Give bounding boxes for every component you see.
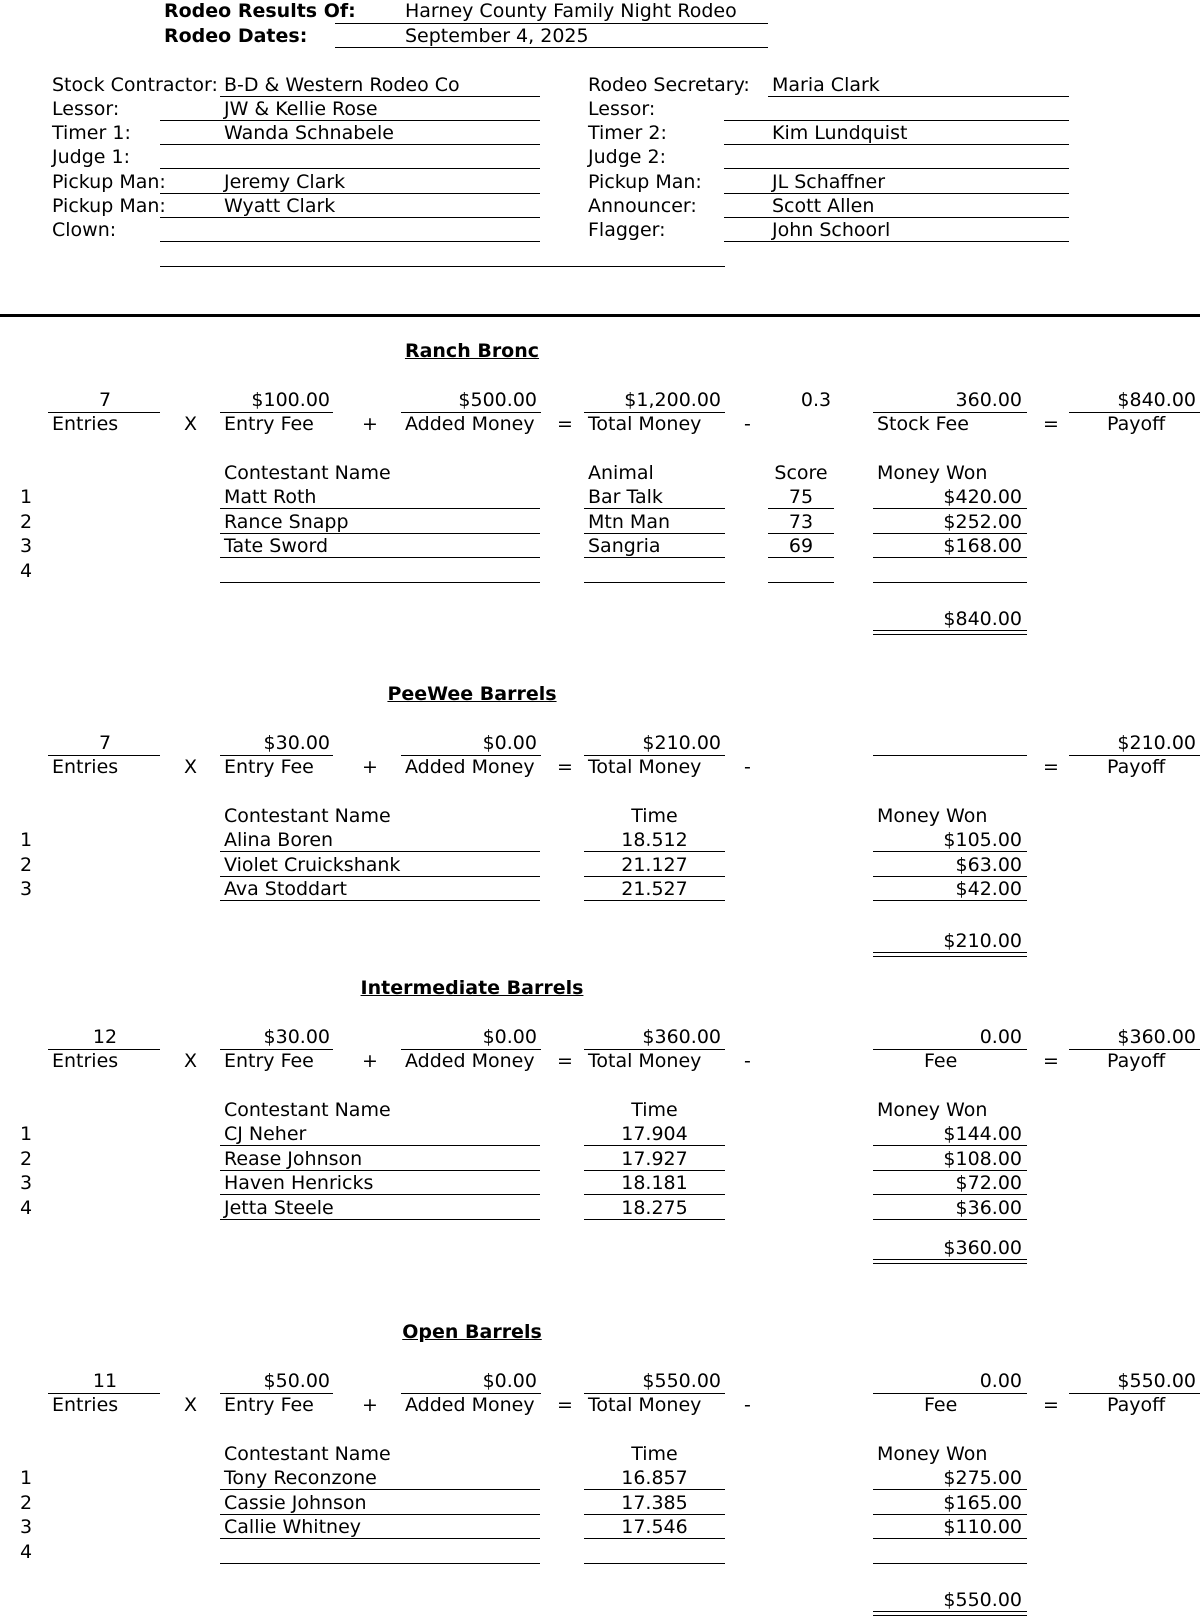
row-underline <box>220 1563 540 1564</box>
equals-sign: = <box>557 756 573 778</box>
results-value: Harney County Family Night Rodeo <box>405 0 737 22</box>
secretary-label: Rodeo Secretary: <box>588 74 750 96</box>
score-value: 75 <box>788 486 814 508</box>
equals-sign: = <box>1043 1050 1059 1072</box>
times-sign: X <box>184 413 198 435</box>
extra-underline <box>160 266 725 267</box>
animal-header: Animal <box>588 462 654 484</box>
event-1-rate-value: 0.3 <box>800 389 832 411</box>
row-underline <box>584 508 725 509</box>
field-underline <box>724 144 1069 145</box>
timer1-value: Wanda Schnabele <box>224 122 394 144</box>
place-number: 4 <box>20 1196 33 1219</box>
field-underline <box>724 241 1069 242</box>
pickup1-value: Jeremy Clark <box>224 171 346 193</box>
place-number: 3 <box>20 1516 33 1538</box>
dates-label: Rodeo Dates: <box>164 25 308 47</box>
money-won-value: $165.00 <box>943 1491 1022 1514</box>
total-double-underline <box>873 1611 1027 1616</box>
row-underline <box>873 851 1027 852</box>
event-1-entry-fee-value: $100.00 <box>251 389 330 411</box>
minus-sign: - <box>744 413 751 435</box>
contestant-name-header: Contestant Name <box>224 462 391 484</box>
total-money-label: Total Money <box>588 1394 702 1416</box>
event-2-title: PeeWee Barrels <box>387 683 557 705</box>
row-underline <box>873 1563 1027 1564</box>
row-underline <box>873 1194 1027 1195</box>
event-3-title: Intermediate Barrels <box>360 977 584 999</box>
row-underline <box>584 1145 725 1146</box>
time-value: 17.546 <box>621 1516 688 1538</box>
event-1-title: Ranch Bronc <box>404 340 540 362</box>
row-underline <box>873 557 1027 558</box>
event-3-fee-value: 0.00 <box>979 1026 1022 1048</box>
results-underline <box>335 23 768 24</box>
times-sign: X <box>184 1394 198 1416</box>
added-money-label: Added Money <box>405 1050 535 1072</box>
money-won-header: Money Won <box>877 1443 988 1465</box>
pickup1-label: Pickup Man: <box>52 171 166 193</box>
row-underline <box>584 1489 725 1490</box>
time-value: 21.127 <box>621 853 688 876</box>
place-number: 2 <box>20 1491 33 1514</box>
added-money-label: Added Money <box>405 413 535 435</box>
event-4-entry-fee-value: $50.00 <box>263 1370 330 1392</box>
contestant-name: Tate Sword <box>224 535 329 557</box>
equals-sign: = <box>557 1394 573 1416</box>
contestant-name-header: Contestant Name <box>224 1099 391 1121</box>
row-underline <box>584 876 725 877</box>
total-double-underline <box>873 1259 1027 1264</box>
entries-label: Entries <box>52 756 119 778</box>
minus-sign: - <box>744 1394 751 1416</box>
contestant-name: Cassie Johnson <box>224 1491 367 1514</box>
time-header: Time <box>631 1443 678 1465</box>
times-sign: X <box>184 756 198 778</box>
total-money-label: Total Money <box>588 413 702 435</box>
money-won-value: $420.00 <box>943 486 1022 508</box>
results-label: Rodeo Results Of: <box>164 0 356 22</box>
event-4-fee-label: Fee <box>924 1394 958 1416</box>
event-2-total: $210.00 <box>943 930 1022 952</box>
payoff-label: Payoff <box>1107 756 1166 778</box>
time-value: 16.857 <box>621 1467 688 1489</box>
place-number: 2 <box>20 510 33 533</box>
entries-label: Entries <box>52 413 119 435</box>
row-underline <box>584 1170 725 1171</box>
time-value: 18.275 <box>621 1196 688 1219</box>
money-won-header: Money Won <box>877 462 988 484</box>
row-underline <box>768 508 834 509</box>
place-number: 3 <box>20 535 33 557</box>
money-won-value: $144.00 <box>943 1123 1022 1145</box>
time-header: Time <box>631 1099 678 1121</box>
row-underline <box>584 851 725 852</box>
contestant-name: Rance Snapp <box>224 510 349 533</box>
minus-sign: - <box>744 756 751 778</box>
field-underline <box>768 96 1069 97</box>
row-underline <box>584 533 725 534</box>
score-value: 73 <box>788 510 814 533</box>
row-underline <box>768 533 834 534</box>
equals-sign: = <box>1043 1394 1059 1416</box>
field-underline <box>160 241 540 242</box>
place-number: 4 <box>20 559 33 582</box>
pickup3-label: Pickup Man: <box>588 171 702 193</box>
row-underline <box>220 533 540 534</box>
pickup3-value: JL Schaffner <box>772 171 886 193</box>
judge1-label: Judge 1: <box>52 146 130 168</box>
dates-value: September 4, 2025 <box>405 25 589 47</box>
row-underline <box>873 1219 1027 1220</box>
field-underline <box>724 193 1069 194</box>
field-underline <box>724 168 1069 169</box>
event-3-payoff-value: $360.00 <box>1117 1026 1196 1048</box>
time-value: 17.927 <box>621 1147 688 1170</box>
lessor-left-value: JW & Kellie Rose <box>224 98 378 120</box>
flagger-value: John Schoorl <box>772 219 891 241</box>
contestant-name: Tony Reconzone <box>224 1467 377 1489</box>
row-underline <box>220 1514 540 1515</box>
row-underline <box>873 876 1027 877</box>
row-underline <box>873 1514 1027 1515</box>
row-underline <box>220 557 540 558</box>
minus-sign: - <box>744 1050 751 1072</box>
contestant-name: Callie Whitney <box>224 1516 362 1538</box>
animal-name: Sangria <box>588 535 661 557</box>
row-underline <box>220 876 540 877</box>
row-underline <box>584 900 725 901</box>
contestant-name: Ava Stoddart <box>224 878 347 900</box>
event-4-added-money-value: $0.00 <box>482 1370 537 1392</box>
contestant-name: Matt Roth <box>224 486 317 508</box>
money-won-value: $168.00 <box>943 535 1022 557</box>
place-number: 3 <box>20 1172 33 1194</box>
contestant-name: Alina Boren <box>224 829 334 851</box>
event-3-entries-value: 12 <box>92 1026 118 1048</box>
row-underline <box>584 1538 725 1539</box>
equals-sign: = <box>557 1050 573 1072</box>
timer1-label: Timer 1: <box>52 122 131 144</box>
secretary-value: Maria Clark <box>772 74 880 96</box>
place-number: 2 <box>20 853 33 876</box>
row-underline <box>220 508 540 509</box>
equals-sign: = <box>557 413 573 435</box>
times-sign: X <box>184 1050 198 1072</box>
field-underline <box>724 217 1069 218</box>
total-money-label: Total Money <box>588 756 702 778</box>
row-underline <box>220 900 540 901</box>
plus-sign: + <box>362 413 378 435</box>
place-number: 1 <box>20 486 33 508</box>
entry-fee-label: Entry Fee <box>224 1394 314 1416</box>
money-won-value: $72.00 <box>955 1172 1022 1194</box>
entry-fee-label: Entry Fee <box>224 413 314 435</box>
lessor-left-label: Lessor: <box>52 98 120 120</box>
row-underline <box>584 1514 725 1515</box>
announcer-label: Announcer: <box>588 195 697 217</box>
row-underline <box>220 582 540 583</box>
time-header: Time <box>631 805 678 827</box>
money-won-value: $63.00 <box>955 853 1022 876</box>
row-underline <box>584 557 725 558</box>
event-4-fee-value: 0.00 <box>979 1370 1022 1392</box>
event-3-entry-fee-value: $30.00 <box>263 1026 330 1048</box>
place-number: 1 <box>20 1123 33 1145</box>
row-underline <box>220 1538 540 1539</box>
event-1-added-money-value: $500.00 <box>458 389 537 411</box>
place-number: 4 <box>20 1540 33 1563</box>
row-underline <box>220 1219 540 1220</box>
entries-label: Entries <box>52 1050 119 1072</box>
event-2-payoff-value: $210.00 <box>1117 732 1196 754</box>
time-value: 21.527 <box>621 878 688 900</box>
pickup2-label: Pickup Man: <box>52 195 166 217</box>
row-underline <box>220 851 540 852</box>
value-underline <box>873 755 1027 756</box>
stock-contractor-value: B-D & Western Rodeo Co <box>224 74 460 96</box>
judge2-label: Judge 2: <box>588 146 666 168</box>
time-value: 18.181 <box>621 1172 688 1194</box>
lessor-right-label: Lessor: <box>588 98 656 120</box>
place-number: 3 <box>20 878 33 900</box>
field-underline <box>724 120 1069 121</box>
dates-underline <box>335 47 768 48</box>
row-underline <box>873 1145 1027 1146</box>
event-4-total-money-value: $550.00 <box>642 1370 721 1392</box>
plus-sign: + <box>362 1394 378 1416</box>
money-won-value: $105.00 <box>943 829 1022 851</box>
field-underline <box>160 168 540 169</box>
total-money-label: Total Money <box>588 1050 702 1072</box>
row-underline <box>873 533 1027 534</box>
row-underline <box>873 582 1027 583</box>
money-won-value: $108.00 <box>943 1147 1022 1170</box>
contestant-name-header: Contestant Name <box>224 1443 391 1465</box>
money-won-value: $275.00 <box>943 1467 1022 1489</box>
row-underline <box>584 1563 725 1564</box>
event-1-fee-label: Stock Fee <box>877 413 969 435</box>
added-money-label: Added Money <box>405 756 535 778</box>
contestant-name: CJ Neher <box>224 1123 307 1145</box>
payoff-label: Payoff <box>1107 1394 1166 1416</box>
equals-sign: = <box>1043 756 1059 778</box>
event-4-entries-value: 11 <box>92 1370 118 1392</box>
field-underline <box>160 120 540 121</box>
place-number: 1 <box>20 829 33 851</box>
row-underline <box>873 1489 1027 1490</box>
row-underline <box>220 1170 540 1171</box>
score-header: Score <box>774 462 828 484</box>
clown-label: Clown: <box>52 219 117 241</box>
contestant-name-header: Contestant Name <box>224 805 391 827</box>
row-underline <box>873 900 1027 901</box>
row-underline <box>220 1194 540 1195</box>
row-underline <box>873 1538 1027 1539</box>
event-3-total: $360.00 <box>943 1237 1022 1259</box>
place-number: 1 <box>20 1467 33 1489</box>
event-1-payoff-value: $840.00 <box>1117 389 1196 411</box>
event-4-title: Open Barrels <box>402 1321 542 1343</box>
flagger-label: Flagger: <box>588 219 666 241</box>
time-value: 17.385 <box>621 1491 688 1514</box>
plus-sign: + <box>362 756 378 778</box>
event-4-payoff-value: $550.00 <box>1117 1370 1196 1392</box>
row-underline <box>873 508 1027 509</box>
pickup2-value: Wyatt Clark <box>224 195 336 217</box>
time-value: 17.904 <box>621 1123 688 1145</box>
field-underline <box>160 217 540 218</box>
row-underline <box>220 1145 540 1146</box>
payoff-label: Payoff <box>1107 413 1166 435</box>
row-underline <box>584 582 725 583</box>
event-1-fee-value: 360.00 <box>955 389 1022 411</box>
animal-name: Bar Talk <box>588 486 663 508</box>
payoff-label: Payoff <box>1107 1050 1166 1072</box>
contestant-name: Jetta Steele <box>224 1196 334 1219</box>
score-value: 69 <box>788 535 814 557</box>
event-4-total: $550.00 <box>943 1589 1022 1611</box>
field-underline <box>220 96 540 97</box>
equals-sign: = <box>1043 413 1059 435</box>
total-double-underline <box>873 630 1027 635</box>
field-underline <box>160 144 540 145</box>
event-2-entry-fee-value: $30.00 <box>263 732 330 754</box>
row-underline <box>873 1170 1027 1171</box>
animal-name: Mtn Man <box>588 510 671 533</box>
place-number: 2 <box>20 1147 33 1170</box>
contestant-name: Violet Cruickshank <box>224 853 401 876</box>
event-1-total: $840.00 <box>943 608 1022 630</box>
money-won-header: Money Won <box>877 1099 988 1121</box>
section-divider <box>0 314 1200 317</box>
stock-contractor-label: Stock Contractor: <box>52 74 218 96</box>
row-underline <box>220 1489 540 1490</box>
contestant-name: Rease Johnson <box>224 1147 363 1170</box>
money-won-value: $42.00 <box>955 878 1022 900</box>
money-won-value: $110.00 <box>943 1516 1022 1538</box>
event-1-entries-value: 7 <box>98 389 112 411</box>
timer2-value: Kim Lundquist <box>772 122 908 144</box>
announcer-value: Scott Allen <box>772 195 875 217</box>
event-1-total-money-value: $1,200.00 <box>624 389 721 411</box>
event-2-total-money-value: $210.00 <box>642 732 721 754</box>
total-double-underline <box>873 952 1027 957</box>
money-won-value: $36.00 <box>955 1196 1022 1219</box>
row-underline <box>768 557 834 558</box>
event-3-total-money-value: $360.00 <box>642 1026 721 1048</box>
row-underline <box>768 582 834 583</box>
event-3-fee-label: Fee <box>924 1050 958 1072</box>
money-won-value: $252.00 <box>943 510 1022 533</box>
field-underline <box>160 193 540 194</box>
entries-label: Entries <box>52 1394 119 1416</box>
event-3-added-money-value: $0.00 <box>482 1026 537 1048</box>
event-2-added-money-value: $0.00 <box>482 732 537 754</box>
entry-fee-label: Entry Fee <box>224 756 314 778</box>
event-2-entries-value: 7 <box>98 732 112 754</box>
contestant-name: Haven Henricks <box>224 1172 374 1194</box>
plus-sign: + <box>362 1050 378 1072</box>
row-underline <box>584 1194 725 1195</box>
row-underline <box>584 1219 725 1220</box>
money-won-header: Money Won <box>877 805 988 827</box>
entry-fee-label: Entry Fee <box>224 1050 314 1072</box>
timer2-label: Timer 2: <box>588 122 667 144</box>
added-money-label: Added Money <box>405 1394 535 1416</box>
time-value: 18.512 <box>621 829 688 851</box>
